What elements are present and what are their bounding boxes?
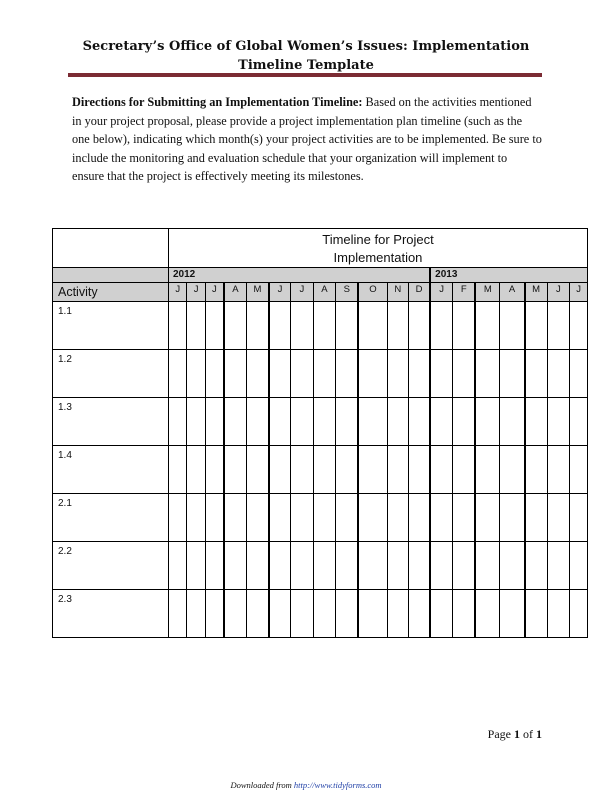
timeline-cell[interactable] (187, 590, 205, 638)
timeline-cell[interactable] (358, 494, 387, 542)
timeline-cell[interactable] (358, 398, 387, 446)
timeline-cell[interactable] (269, 542, 291, 590)
timeline-cell[interactable] (387, 590, 409, 638)
timeline-cell[interactable] (358, 302, 387, 350)
timeline-cell[interactable] (224, 302, 247, 350)
timeline-cell[interactable] (453, 494, 476, 542)
timeline-cell[interactable] (224, 494, 247, 542)
timeline-cell[interactable] (336, 542, 359, 590)
month-header: J (547, 283, 570, 302)
timeline-cell[interactable] (168, 590, 186, 638)
timeline-cell[interactable] (269, 590, 291, 638)
timeline-cell[interactable] (269, 446, 291, 494)
timeline-cell[interactable] (500, 542, 525, 590)
timeline-cell[interactable] (205, 494, 223, 542)
timeline-cell[interactable] (168, 542, 186, 590)
timeline-cell[interactable] (430, 494, 453, 542)
download-link[interactable]: http://www.tidyforms.com (293, 780, 382, 790)
timeline-cell[interactable] (168, 302, 186, 350)
month-header: F (453, 283, 476, 302)
timeline-cell[interactable] (168, 350, 186, 398)
timeline-cell[interactable] (453, 542, 476, 590)
timeline-cell[interactable] (224, 398, 247, 446)
timeline-cell[interactable] (336, 590, 359, 638)
timeline-cell[interactable] (547, 590, 570, 638)
timeline-cell[interactable] (336, 398, 359, 446)
timeline-cell[interactable] (269, 494, 291, 542)
timeline-cell[interactable] (313, 590, 336, 638)
title-line-1: Secretary’s Office of Global Women’s Issues: Implementation (82, 39, 530, 54)
timeline-cell[interactable] (453, 590, 476, 638)
timeline-cell[interactable] (205, 446, 223, 494)
timeline-cell[interactable] (500, 398, 525, 446)
page-prefix: Page (487, 727, 514, 741)
timeline-cell[interactable] (409, 542, 431, 590)
timeline-cell[interactable] (313, 398, 336, 446)
timeline-cell[interactable] (224, 590, 247, 638)
year-label-2013: 2013 (430, 268, 587, 283)
month-header: A (224, 283, 247, 302)
timeline-cell[interactable] (187, 398, 205, 446)
timeline-title-line-2: Implementation (333, 250, 423, 265)
activity-id: 1.4 (53, 446, 169, 494)
timeline-cell[interactable] (475, 494, 500, 542)
timeline-cell[interactable] (246, 398, 269, 446)
month-header: A (500, 283, 525, 302)
timeline-cell[interactable] (500, 350, 525, 398)
timeline-cell[interactable] (291, 350, 314, 398)
timeline-cell[interactable] (291, 542, 314, 590)
activity-row (53, 350, 588, 398)
directions-body: Based on the activities mentioned in your project proposal, please provide a project implementation plan timeline (such as the one below), indicating which month(s) your project activities are to be implemented. Be sure to include the monitoring and evaluation schedule that your organization will implement to ensure that the project is effectively meeting its milestones. (72, 95, 542, 184)
timeline-cell[interactable] (409, 590, 431, 638)
timeline-cell[interactable] (430, 542, 453, 590)
month-header: J (570, 283, 588, 302)
timeline-cell[interactable] (205, 302, 223, 350)
page-of: of (520, 727, 536, 741)
timeline-cell[interactable] (500, 494, 525, 542)
timeline-cell[interactable] (224, 542, 247, 590)
timeline-cell[interactable] (475, 302, 500, 350)
timeline-cell[interactable] (475, 350, 500, 398)
timeline-cell[interactable] (187, 446, 205, 494)
timeline-table (52, 228, 588, 638)
timeline-cell[interactable] (313, 446, 336, 494)
page-current: 1 (514, 727, 520, 741)
timeline-title-line-1: Timeline for Project (322, 232, 434, 247)
timeline-cell[interactable] (313, 494, 336, 542)
timeline-cell[interactable] (387, 302, 409, 350)
timeline-cell[interactable] (224, 350, 247, 398)
timeline-cell[interactable] (336, 494, 359, 542)
activity-id: 2.3 (53, 590, 169, 638)
document-title (60, 37, 552, 75)
timeline-cell[interactable] (409, 446, 431, 494)
timeline-cell[interactable] (205, 350, 223, 398)
timeline-cell[interactable] (187, 542, 205, 590)
timeline-cell[interactable] (453, 350, 476, 398)
timeline-cell[interactable] (547, 398, 570, 446)
activity-row (53, 494, 588, 542)
timeline-cell[interactable] (570, 302, 588, 350)
timeline-cell[interactable] (336, 446, 359, 494)
activity-row (53, 398, 588, 446)
timeline-cell[interactable] (246, 590, 269, 638)
timeline-cell[interactable] (291, 446, 314, 494)
timeline-cell[interactable] (205, 542, 223, 590)
timeline-cell[interactable] (387, 542, 409, 590)
timeline-cell[interactable] (291, 302, 314, 350)
timeline-cell[interactable] (500, 302, 525, 350)
directions-paragraph (72, 93, 542, 186)
timeline-cell[interactable] (224, 446, 247, 494)
timeline-cell[interactable] (269, 398, 291, 446)
activity-row (53, 590, 588, 638)
activity-row (53, 446, 588, 494)
month-header: J (205, 283, 223, 302)
month-header: O (358, 283, 387, 302)
timeline-cell[interactable] (409, 302, 431, 350)
timeline-cell[interactable] (187, 302, 205, 350)
timeline-cell[interactable] (475, 446, 500, 494)
timeline-cell[interactable] (246, 350, 269, 398)
download-footer (0, 780, 612, 790)
timeline-cell[interactable] (358, 590, 387, 638)
timeline-cell[interactable] (430, 398, 453, 446)
timeline-cell[interactable] (475, 590, 500, 638)
timeline-cell[interactable] (291, 398, 314, 446)
timeline-cell[interactable] (570, 542, 588, 590)
timeline-cell[interactable] (387, 350, 409, 398)
timeline-cell[interactable] (500, 446, 525, 494)
timeline-cell[interactable] (547, 446, 570, 494)
timeline-cell[interactable] (387, 446, 409, 494)
month-header: D (409, 283, 431, 302)
timeline-cell[interactable] (336, 302, 359, 350)
activity-id: 2.2 (53, 542, 169, 590)
timeline-cell[interactable] (453, 446, 476, 494)
activity-id: 2.1 (53, 494, 169, 542)
timeline-cell[interactable] (547, 350, 570, 398)
timeline-cell[interactable] (358, 542, 387, 590)
page-number (470, 727, 542, 742)
timeline-cell[interactable] (525, 350, 548, 398)
timeline-cell[interactable] (453, 302, 476, 350)
timeline-cell[interactable] (187, 494, 205, 542)
month-header: N (387, 283, 409, 302)
activity-id: 1.3 (53, 398, 169, 446)
timeline-cell[interactable] (246, 302, 269, 350)
year-row-blank (53, 268, 169, 283)
timeline-cell[interactable] (547, 494, 570, 542)
timeline-cell[interactable] (205, 398, 223, 446)
timeline-cell[interactable] (475, 398, 500, 446)
month-header: J (291, 283, 314, 302)
activity-column-header: Activity (53, 283, 169, 302)
timeline-cell[interactable] (313, 302, 336, 350)
timeline-cell[interactable] (547, 542, 570, 590)
month-header: M (246, 283, 269, 302)
timeline-cell[interactable] (525, 590, 548, 638)
timeline-cell[interactable] (205, 590, 223, 638)
timeline-cell[interactable] (409, 398, 431, 446)
timeline-cell[interactable] (570, 446, 588, 494)
timeline-cell[interactable] (168, 446, 186, 494)
timeline-cell[interactable] (525, 494, 548, 542)
timeline-title (168, 229, 587, 268)
timeline-cell[interactable] (336, 350, 359, 398)
timeline-cell[interactable] (187, 350, 205, 398)
timeline-cell[interactable] (269, 302, 291, 350)
activity-id: 1.1 (53, 302, 169, 350)
timeline-cell[interactable] (547, 302, 570, 350)
timeline-cell[interactable] (570, 590, 588, 638)
activity-row (53, 542, 588, 590)
timeline-cell[interactable] (475, 542, 500, 590)
timeline-cell[interactable] (313, 542, 336, 590)
year-label-2012: 2012 (168, 268, 430, 283)
timeline-cell[interactable] (387, 494, 409, 542)
timeline-cell[interactable] (246, 494, 269, 542)
timeline-cell[interactable] (500, 590, 525, 638)
timeline-cell[interactable] (525, 542, 548, 590)
activity-header-blank (53, 229, 169, 268)
month-header: M (475, 283, 500, 302)
month-header: J (168, 283, 186, 302)
month-header: M (525, 283, 548, 302)
timeline-cell[interactable] (430, 350, 453, 398)
timeline-cell[interactable] (525, 302, 548, 350)
month-header: A (313, 283, 336, 302)
download-prefix: Downloaded from (230, 780, 294, 790)
timeline-cell[interactable] (291, 494, 314, 542)
timeline-cell[interactable] (246, 446, 269, 494)
timeline-cell[interactable] (409, 494, 431, 542)
timeline-cell[interactable] (570, 398, 588, 446)
title-divider (68, 73, 542, 77)
directions-heading: Directions for Submitting an Implementation Timeline: (72, 95, 363, 109)
timeline-cell[interactable] (387, 398, 409, 446)
timeline-cell[interactable] (430, 446, 453, 494)
month-header: J (187, 283, 205, 302)
timeline-cell[interactable] (313, 350, 336, 398)
timeline-cell[interactable] (168, 494, 186, 542)
timeline-cell[interactable] (570, 350, 588, 398)
month-header: J (269, 283, 291, 302)
page-total: 1 (536, 727, 542, 741)
activity-id: 1.2 (53, 350, 169, 398)
timeline-cell[interactable] (453, 398, 476, 446)
timeline-cell[interactable] (430, 590, 453, 638)
timeline-cell[interactable] (358, 350, 387, 398)
timeline-cell[interactable] (570, 494, 588, 542)
timeline-cell[interactable] (358, 446, 387, 494)
timeline-cell[interactable] (168, 398, 186, 446)
timeline-cell[interactable] (409, 350, 431, 398)
timeline-cell[interactable] (269, 350, 291, 398)
timeline-cell[interactable] (246, 542, 269, 590)
month-header: S (336, 283, 359, 302)
title-line-2: Timeline Template (238, 58, 374, 73)
timeline-cell[interactable] (525, 398, 548, 446)
timeline-cell[interactable] (525, 446, 548, 494)
activity-row (53, 302, 588, 350)
timeline-cell[interactable] (291, 590, 314, 638)
timeline-cell[interactable] (430, 302, 453, 350)
month-header: J (430, 283, 453, 302)
